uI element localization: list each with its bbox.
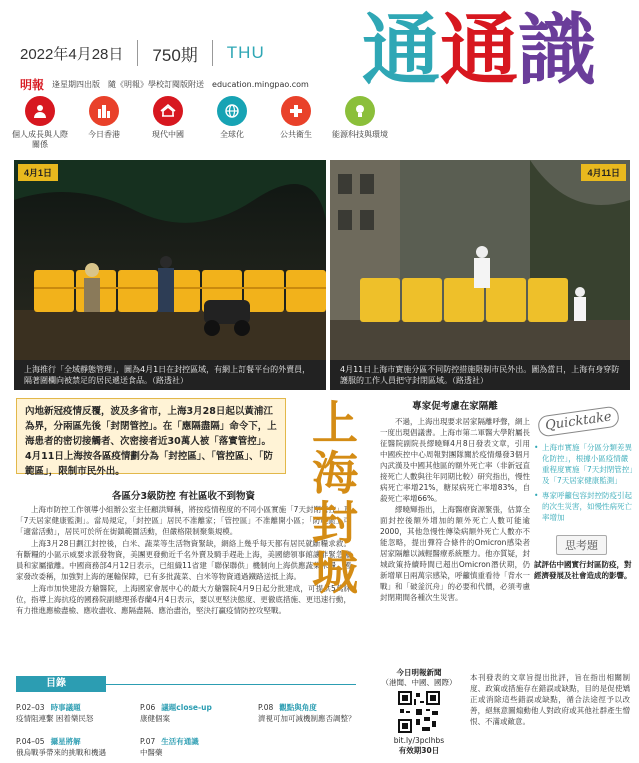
toc-entry[interactable] [16,736,106,758]
city-icon [89,96,119,126]
toc-section: 攝星將解 [50,737,81,746]
category-hongkong[interactable] [72,96,136,150]
qr-line: （港聞、中國、國際） [381,678,457,687]
person-icon [25,96,55,126]
category-bar [8,96,392,150]
health-icon [281,96,311,126]
category-label: 全球化 [220,130,244,139]
disclaimer: 本刊發表的文章旨提出批評，旨在指出相關制度、政策或措施存在錯誤或缺點，目的是促使矯正或消除這些錯誤或缺點，循合法途徑予以改善，絕無意圖煽動他人對政府或其他社群產生憎恨、不滿或敵意。 [470,673,630,726]
toc-section: 觀點與角度 [279,703,317,712]
toc-sub: 疫情阻連繫 困着樂民怒 [16,714,94,723]
quicktake-item: • 上海市實施「分區分類差異化防控」，根據小區疫情嚴重程度實施「7天封閉管控」及「7天居家健康監測」 [534,442,634,486]
page-header [0,0,639,150]
photo-date-tag: 4月1日 [18,164,58,181]
qr-line: 今日明報新聞 [396,668,442,677]
category-label: 現代中國 [152,130,184,139]
paragraph: 上海3月28日劃江封控後，白米、蔬菜等生活物資緊缺，網絡上幾乎每天都有居民就斷糧求救。有斷糧的小區示威要求派發物資，美團更發動近千名外賣及騎手趕赴上海，美國總領事館讓非緊急僱員和家屬撤離。中國商務部4月12日表示，已組織11省建「聯保聯供」機制向上海供應蔬菜米糧。國家發改委稱，加強對上海的運輸保障，已有多批蔬菜、白米等物資通過鐵路送抵上海。 [16,539,351,581]
tagline: 逢星期四出版 [52,80,101,89]
category-china[interactable] [136,96,200,150]
weekday: THU [226,43,265,62]
quicktake-title: Quicktake [537,405,620,437]
toc-page: P.06 [140,703,156,712]
quicktake-item: • 專家呼籲包容封控防疫引起的次生災害，如慢性病死亡率增加 [534,490,634,523]
photo-section [0,152,639,392]
toc-entry[interactable] [140,702,212,724]
photo-caption: 4月11日上海市實施分區不同防控措施限制市民外出。圖為當日，上海有身穿防護服的工作人員把守封閉區域。（路透社） [330,360,630,390]
toc-entry[interactable] [16,702,93,724]
masthead-char: 識 [518,5,597,96]
think-body: 試評估中國實行封區防疫，對經濟發展及社會造成的影響。 [534,560,632,580]
toc-section: 議題close-up [161,703,212,712]
toc-section: 生活有通識 [161,737,199,746]
toc-page: P.04–05 [16,737,45,746]
website-link[interactable]: education.mingpao.com [212,80,309,89]
divider [106,684,356,685]
table-of-contents [0,672,370,763]
toc-page: P.08 [258,703,274,712]
qr-url[interactable]: bit.ly/3pclhbs [393,736,445,745]
photo-caption: 上海推行「全域靜態管理」，圖為4月1日在封控區域，有網上訂餐平台的外賣員，隔著圍欄向被禁足的居民遞送食品。（路透社） [14,360,326,390]
toc-entry[interactable] [258,702,356,724]
quicktake-box [534,410,634,581]
article-title [294,396,376,600]
expert-column [380,398,530,603]
category-label: 今日香港 [88,130,120,139]
paragraph: 不過，上海出現要求居家隔離呼聲，網上一度出現倡議書。上海市第二軍醫大學附屬長征醫院副院長繆曉輝4月8日發表文章，引用中國疾控中心周報對團隊關於疫情爆發3個月內武漢及中國其他區的額外死亡率（非新冠直接死亡人數與往年同期比較）研究指出，慢性病死亡率增21%，糖尿病死亡率增83%，自殺死亡率增66%。 [380,417,530,503]
category-energy[interactable] [328,96,392,150]
mingpao-logo: 明報 [20,78,45,92]
issue-date: 2022年4月28日 [20,45,124,63]
qr-code-icon[interactable] [398,691,440,733]
toc-sub: 俄烏戰爭帶來的挑戰和機遇 [16,748,106,757]
photo-left [14,160,326,360]
toc-entry[interactable] [140,736,199,758]
photo-date-tag: 4月11日 [581,164,626,181]
divider [137,40,138,66]
qr-validity: 有效期30日 [398,746,440,755]
toc-banner: 目錄 [16,676,106,692]
intro-box: 內地新冠疫情反覆，波及多省市，上海3月28日起以黃浦江為界，分兩區先後「封閉管控」。在「應隔盡隔」命令下，上海患者的密切接觸者、次密接者近30萬人被「落實管控」。4月11日上海按各區疫情劃分為「封控區」、「管控區」、「防範區」，限制市民外出。 [16,398,286,474]
qr-code-box [378,668,460,763]
masthead-char: 通 [440,5,519,96]
title-text: 上海封城 [312,396,358,600]
category-globalization[interactable] [200,96,264,150]
toc-page: P.02–03 [16,703,45,712]
issue-number: 750期 [152,45,198,65]
dateline [20,40,265,66]
masthead-char: 通 [362,5,441,96]
divider [212,40,213,66]
category-label: 個人成長與人際關係 [12,130,68,149]
category-health[interactable] [264,96,328,150]
category-label: 公共衛生 [280,130,312,139]
globe-icon [217,96,247,126]
category-label: 能源科技與環境 [332,130,388,139]
article-subhead: 各區分3級防控 有社區收不到物資 [112,491,255,502]
paragraph: 上海市防控工作領導小組辦公室主任顧洪輝稱，將按疫情程度的不同小區實施「7天封閉管控」及「7天居家健康監測」。當局規定，「封控區」居民不准離家；「管控區」不准離開小區；「防範區」可「適當活動」，居民可於所在街鎮範圍活動，但嚴格限制聚集規模。 [16,505,351,536]
toc-sub: 濟視可加可減機制應否調整？ [258,714,356,723]
category-personal[interactable] [8,96,72,150]
toc-sub: 康健個案 [140,714,170,723]
quicktake-list [534,442,634,523]
distribution-note: 隨《明報》學校訂閱版附送 [108,80,205,89]
toc-sub: 中醫藥 [140,748,163,757]
china-icon [153,96,183,126]
toc-page: P.07 [140,737,156,746]
bulb-icon [345,96,375,126]
expert-body [380,416,530,603]
toc-section: 時事議題 [50,703,81,712]
photo-right [330,160,630,360]
paragraph: 上海市加快建設方艙醫院，上海國家會展中心的最大方艙醫院4月9日起分批建成，可提供5萬牀位，指導上海抗疫的國務院副總理孫春蘭4月4日表示，要以更堅決態度、更徹底措施、更迅速行動，有力推進應檢盡檢、應收盡收、應隔盡隔、應治盡治，堅決打贏疫情防控攻堅戰。 [16,584,351,615]
expert-title: 專家促考慮在家隔離 [412,401,498,412]
masthead-logo [362,5,630,96]
think-title: 思考題 [556,535,607,555]
paragraph: 繆曉輝指出，上海醫療資源緊張，估算全面封控後額外增加的額外死亡人數可能逾2000，其他急慢性傳染病額外死亡人數亦不能忽略，提出彈符合條件的Omicron感染者居家隔離以減輕醫療系統壓力。他亦質疑，封城政策持續時間已超出Omicron潛伏期，仍新增單日兩萬宗感染，呼籲慎重看待「背水一戰」和「破釜沉舟」的必要和代價，必須考慮封閉期間各種次生災害。 [380,505,530,602]
publisher-line [20,76,317,93]
